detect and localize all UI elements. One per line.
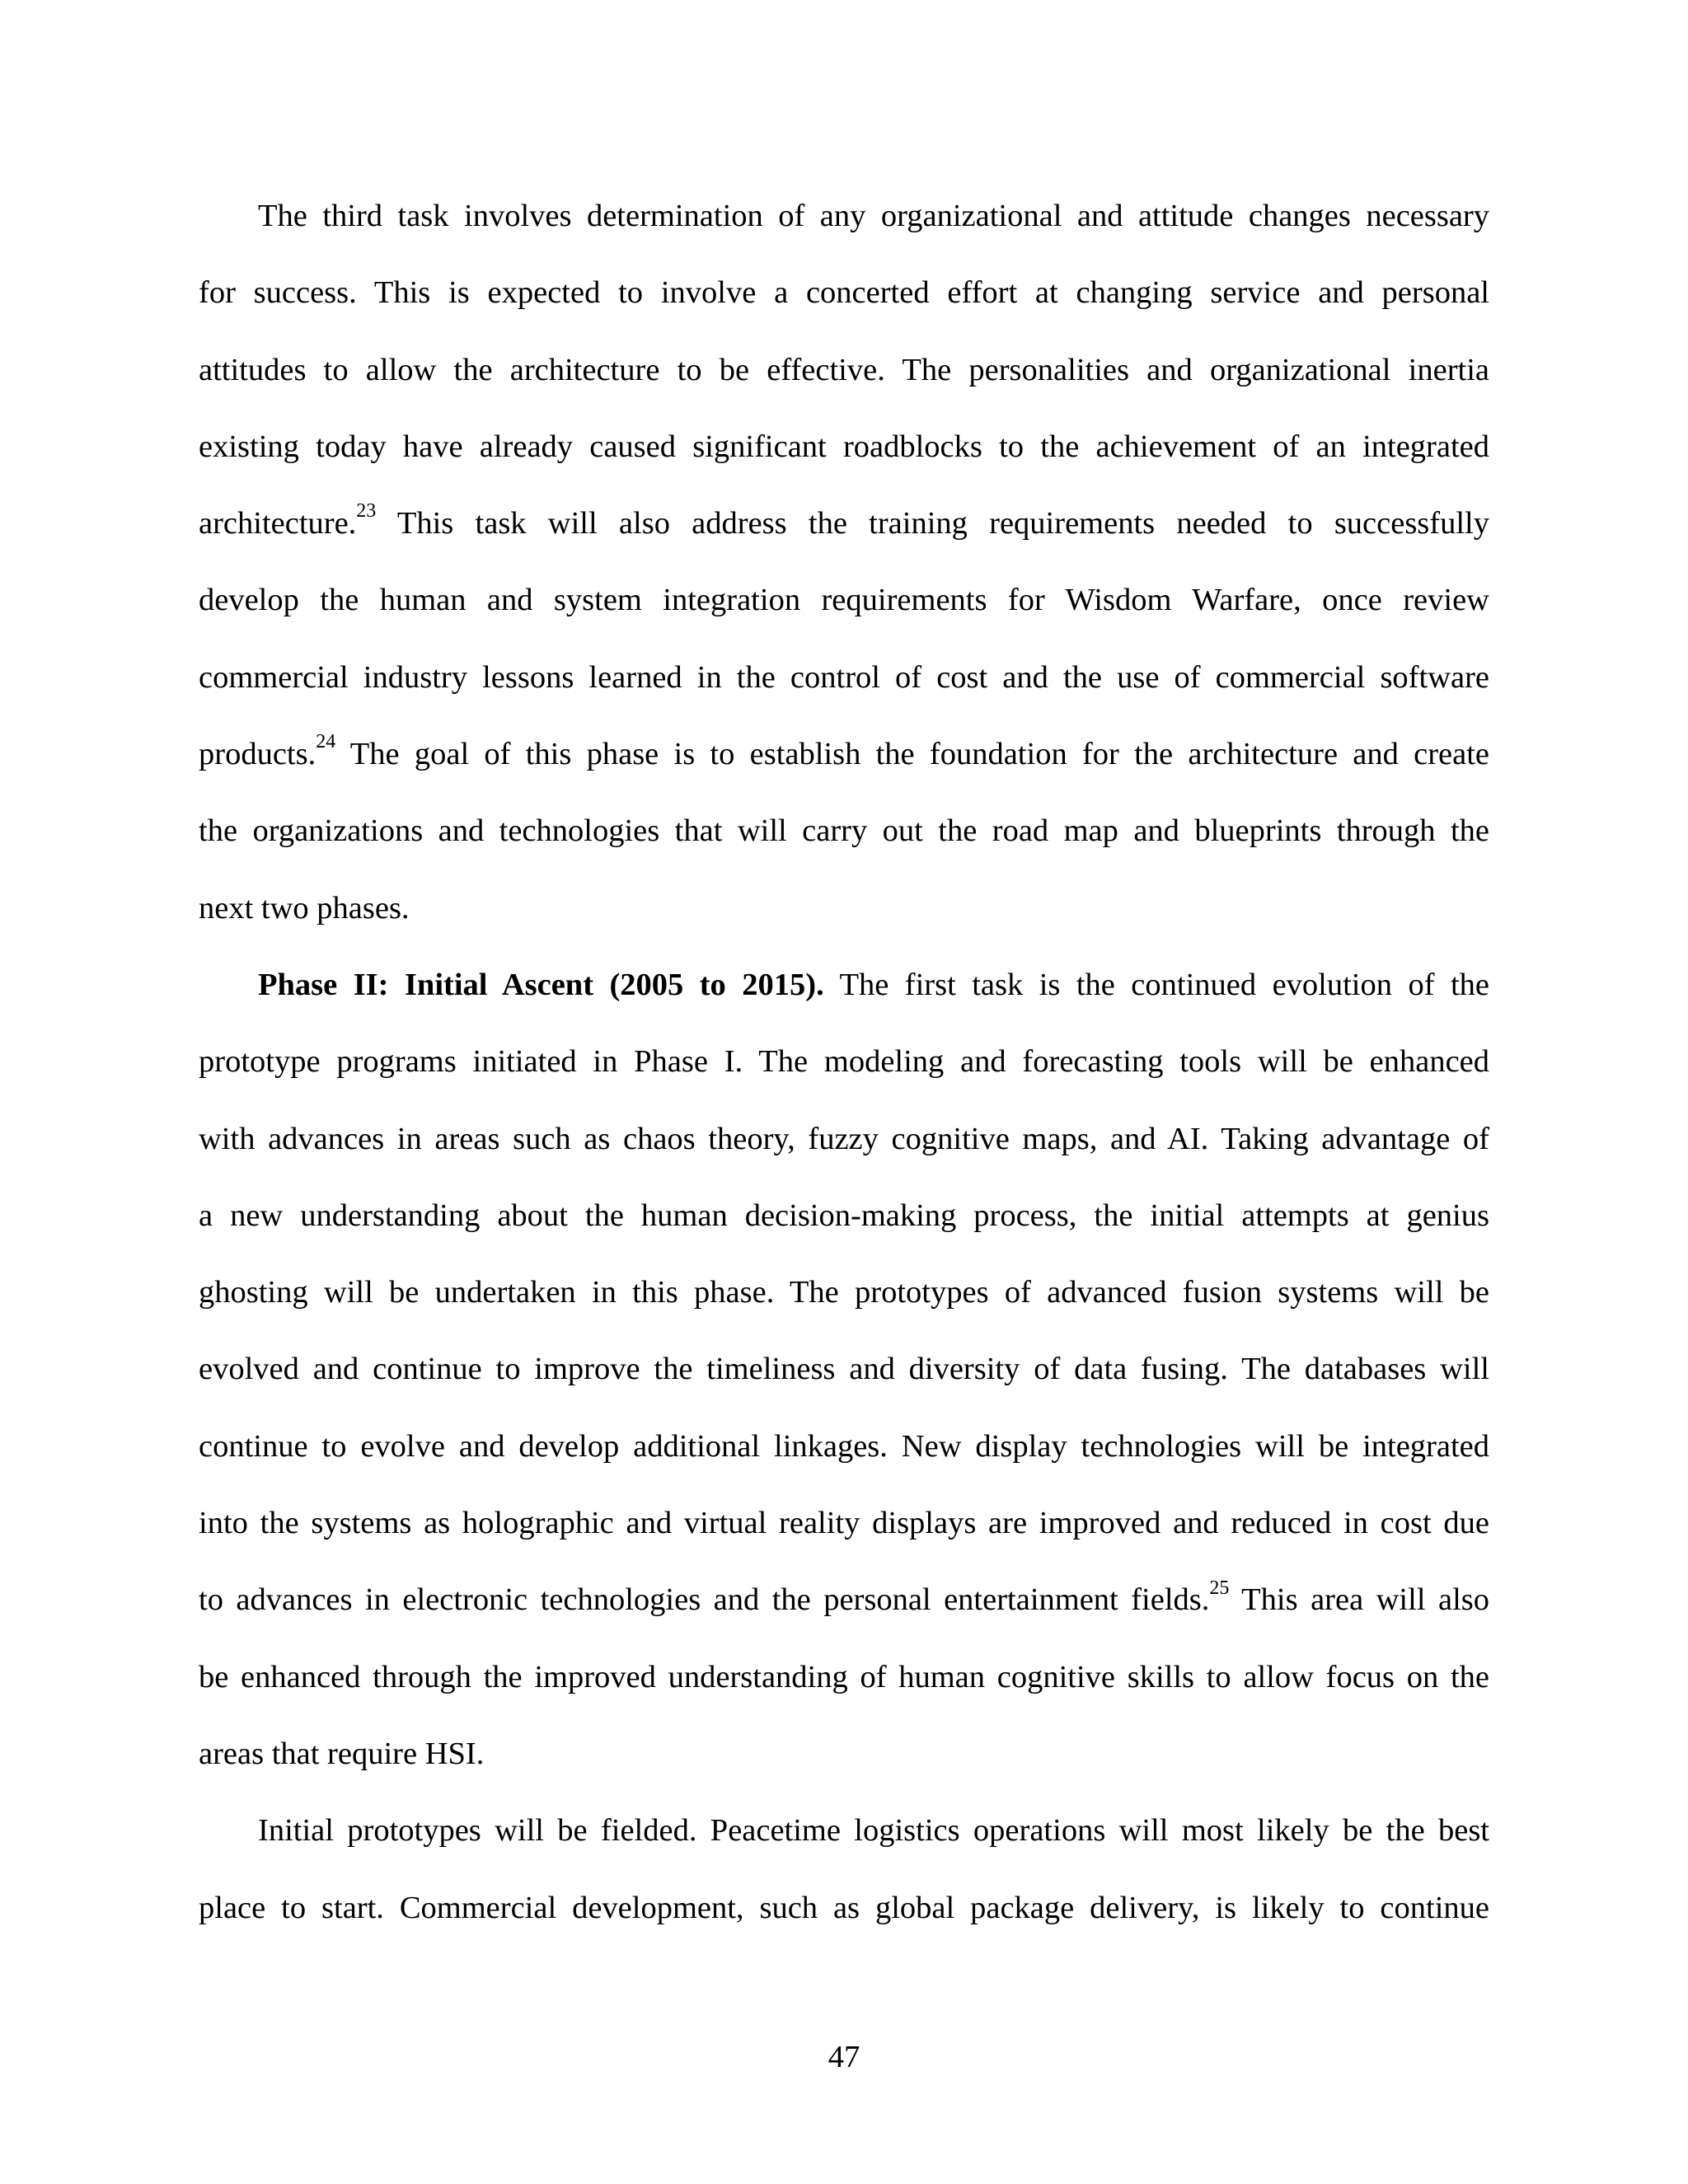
line-text: products.: [199, 737, 316, 772]
line-text: into the systems as holographic and virtual reality displays are improved and reduced in cost due: [199, 1506, 1489, 1541]
footnote-ref-23: 23: [356, 500, 377, 523]
text-line: [199, 870, 1489, 947]
line-text: This area will also: [1229, 1582, 1489, 1618]
text-line: [199, 332, 1489, 409]
line-text: prototype programs initiated in Phase I. The modeling and forecasting tools will be enhanced: [199, 1044, 1489, 1080]
body-text: [199, 178, 1489, 1947]
line-text: attitudes to allow the architecture to be effective. The personalities and organizational inertia: [199, 352, 1489, 387]
text-line: [199, 255, 1489, 331]
line-text: place to start. Commercial development, such as global package delivery, is likely to continue: [199, 1890, 1489, 1925]
line-text: existing today have already caused significant roadblocks to the achievement of an integrated: [199, 429, 1489, 464]
line-text: areas that require HSI.: [199, 1736, 485, 1771]
line-text: The third task involves determination of any organizational and attitude changes necessary: [258, 199, 1489, 233]
text-line: [199, 1408, 1489, 1485]
footnote-ref-24: 24: [316, 731, 336, 753]
line-text: commercial industry lessons learned in the control of cost and the use of commercial software: [199, 659, 1489, 695]
line-text: continue to evolve and develop additional linkages. New display technologies will be integrated: [199, 1428, 1489, 1464]
line-text: the organizations and technologies that will carry out the road map and blueprints through the: [199, 813, 1489, 849]
line-text: Initial prototypes will be fielded. Peacetime logistics operations will most likely be the best: [258, 1813, 1489, 1849]
text-line: [199, 1024, 1489, 1100]
line-text: ghosting will be undertaken in this phase. The prototypes of advanced fusion systems will be: [199, 1275, 1489, 1310]
text-line: [199, 1562, 1489, 1638]
line-text: develop the human and system integration requirements for Wisdom Warfare, once review: [199, 583, 1489, 618]
text-line: [199, 1716, 1489, 1793]
line-text: This task will also address the training requirements needed to successfully: [376, 506, 1489, 541]
text-line: [199, 1639, 1489, 1716]
text-line: [199, 793, 1489, 869]
text-line: [199, 640, 1489, 716]
line-text: a new understanding about the human decision-making process, the initial attempts at genius: [199, 1197, 1489, 1233]
text-line: [199, 1793, 1489, 1869]
line-text: with advances in areas such as chaos theory, fuzzy cognitive maps, and AI. Taking advantage of: [199, 1121, 1489, 1156]
line-text: be enhanced through the improved understanding of human cognitive skills to allow focus on the: [199, 1659, 1489, 1694]
text-line: [199, 1101, 1489, 1178]
footnote-ref-25: 25: [1209, 1577, 1230, 1599]
text-line: [199, 178, 1489, 255]
line-text: evolved and continue to improve the timeliness and diversity of data fusing. The databases will: [199, 1352, 1489, 1387]
line-text: for success. This is expected to involve a concerted effort at changing service and personal: [199, 275, 1489, 311]
line-text: next two phases.: [199, 890, 410, 926]
text-line: [199, 485, 1489, 562]
text-line: [199, 409, 1489, 485]
line-text: The goal of this phase is to establish the foundation for the architecture and create: [335, 737, 1489, 772]
section-heading: Phase II: Initial Ascent (2005 to 2015).: [258, 967, 824, 1002]
page-number: 47: [828, 2040, 860, 2074]
line-text: The first task is the continued evolution of the: [823, 967, 1490, 1002]
line-text: architecture.: [199, 506, 357, 541]
text-line: [199, 947, 1489, 1024]
text-line: [199, 562, 1489, 639]
text-line: [199, 1870, 1489, 1947]
text-line: [199, 1178, 1489, 1254]
text-line: [199, 1331, 1489, 1408]
line-text: to advances in electronic technologies and the personal entertainment fields.: [199, 1582, 1210, 1618]
text-line: [199, 1254, 1489, 1331]
text-line: [199, 716, 1489, 793]
text-line: [199, 1485, 1489, 1562]
